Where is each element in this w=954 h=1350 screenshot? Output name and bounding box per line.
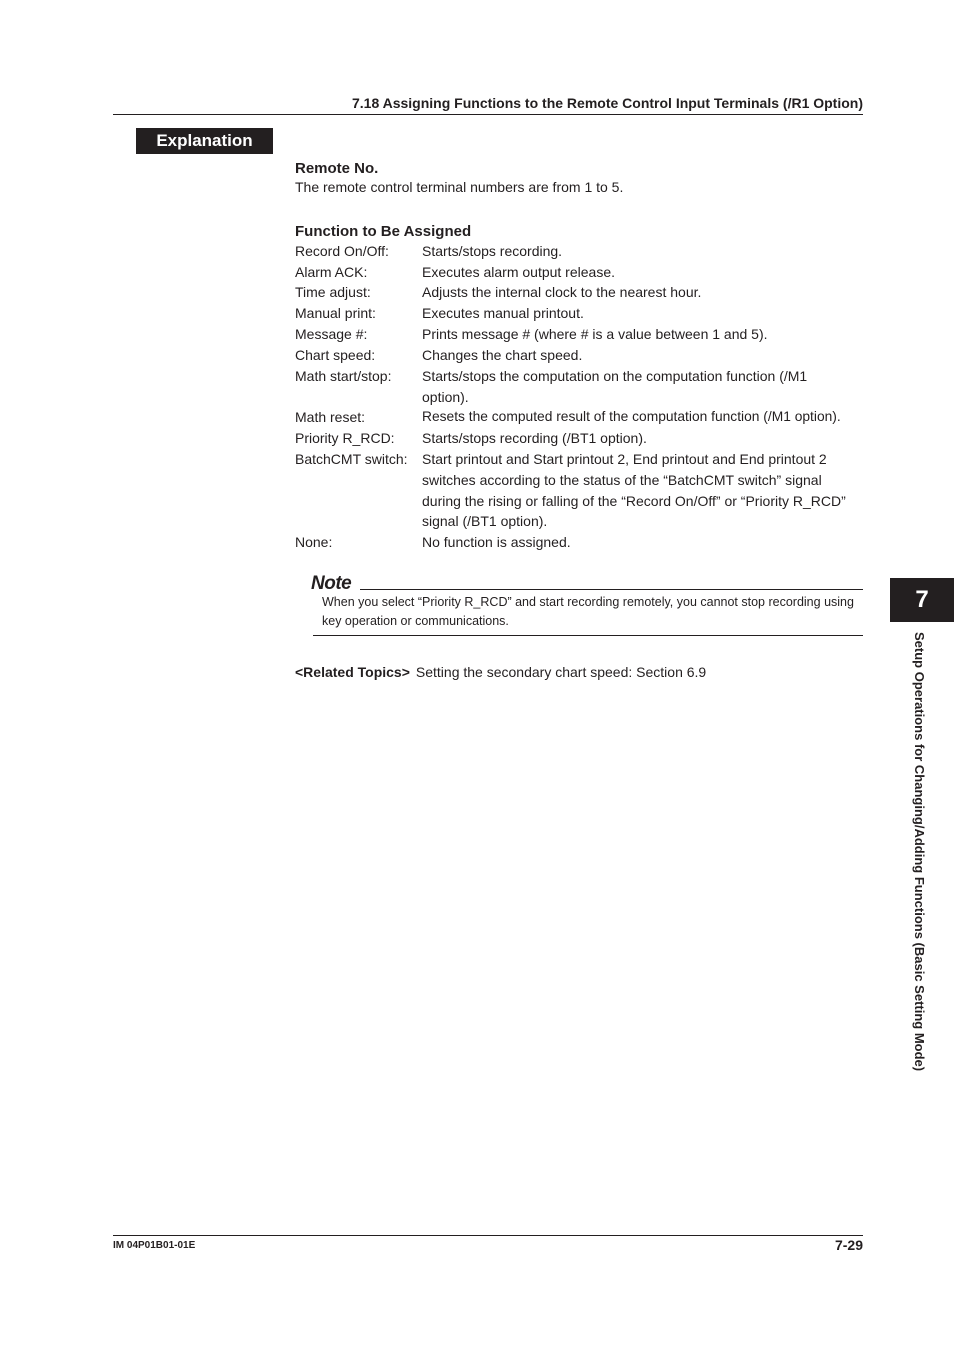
function-desc: Start printout and Start printout 2, End printout and End printout 2 switches according to the status of the “BatchCMT switch” signal during the rising or falling of the “Record On/Off” or “Priority R_RCD” signal (/BT1 option). (422, 451, 846, 530)
function-desc: Changes the chart speed. (422, 347, 583, 363)
function-term: Chart speed: (295, 347, 376, 363)
function-desc: Executes manual printout. (422, 305, 584, 321)
remote-no-text: The remote control terminal numbers are from 1 to 5. (295, 179, 624, 195)
function-term: Math reset: (295, 409, 366, 425)
doc-id: IM 04P01B01-01E (113, 1240, 196, 1251)
function-desc: No function is assigned. (422, 534, 571, 550)
function-desc: Starts/stops recording. (422, 243, 563, 259)
footer-rule (113, 1235, 863, 1236)
header-rule (113, 114, 863, 115)
function-desc: Prints message # (where # is a value between 1 and 5). (422, 326, 768, 342)
note-rule-bottom (313, 635, 863, 636)
section-label: Explanation (136, 128, 273, 154)
function-term: Message #: (295, 326, 368, 342)
remote-no-heading: Remote No. (295, 160, 379, 177)
function-term: None: (295, 534, 333, 550)
function-term: Time adjust: (295, 284, 371, 300)
function-desc: Adjusts the internal clock to the nearest hour. (422, 284, 702, 300)
function-heading: Function to Be Assigned (295, 223, 472, 240)
function-term: Record On/Off: (295, 243, 389, 259)
function-desc: Starts/stops recording (/BT1 option). (422, 430, 647, 446)
related-topics (295, 664, 706, 680)
function-term: Math start/stop: (295, 368, 392, 384)
function-desc: Resets the computed result of the computation function (/M1 option). (422, 409, 841, 424)
chapter-tab: 7 (890, 578, 954, 622)
note-rule-top (360, 589, 863, 590)
running-header: 7.18 Assigning Functions to the Remote Control Input Terminals (/R1 Option) (351, 95, 863, 111)
related-topics-label: <Related Topics> (295, 664, 410, 680)
note-text: When you select “Priority R_RCD” and start recording remotely, you cannot stop recording using key operation or communications. (322, 595, 854, 628)
function-term: Priority R_RCD: (295, 430, 395, 446)
function-desc: Executes alarm output release. (422, 264, 615, 280)
page-number: 7-29 (834, 1237, 863, 1253)
function-term: Manual print: (295, 305, 376, 321)
chapter-title-vertical: Setup Operations for Changing/Adding Functions (Basic Setting Mode) (912, 632, 927, 1072)
function-term: Alarm ACK: (295, 264, 368, 280)
function-term: BatchCMT switch: (295, 451, 408, 467)
function-desc: Starts/stops the computation on the computation function (/M1 option). (422, 368, 808, 405)
related-topics-text: Setting the secondary chart speed: Section 6.9 (415, 664, 707, 680)
note-title: Note (311, 573, 355, 595)
